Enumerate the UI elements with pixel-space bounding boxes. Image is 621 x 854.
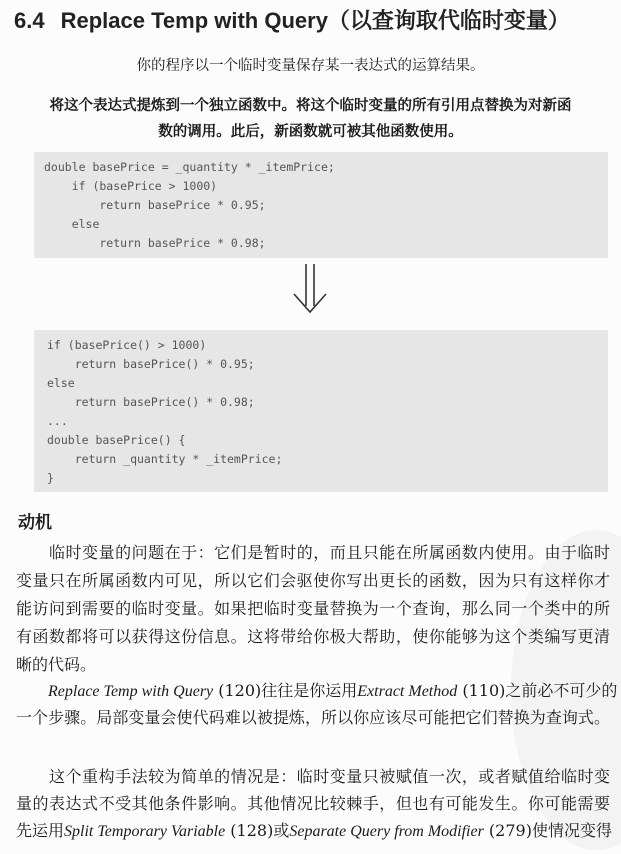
code-line: else: [47, 376, 75, 390]
text: (110)之前必不可少的: [457, 681, 618, 700]
summary: 你的程序以一个临时变量保存某一表达式的运算结果。: [136, 58, 485, 74]
text: (120)往往是你运用: [213, 681, 358, 700]
code-line: return basePrice * 0.95;: [44, 198, 266, 212]
paragraph-line: 一个步骤。局部变量会使代码难以被提炼，所以你应该尽可能把它们替换为查询式。: [16, 708, 610, 727]
paragraph-line: 量的表达式不受其他条件影响。其他情况比较棘手，但也有可能发生。你可能需要: [16, 794, 610, 813]
reference: Extract Method: [357, 683, 458, 700]
section-title-text: Replace Temp with Query（以查询取代临时变量）: [60, 8, 570, 33]
paragraph-line: 能访问到需要的临时变量。如果把临时变量替换为一个查询，那么同一个类中的所: [16, 599, 610, 618]
reference: Split Temporary Variable: [64, 823, 226, 840]
code-line: return _quantity * _itemPrice;: [47, 452, 283, 466]
motivation-heading: 动机: [18, 513, 52, 533]
paragraph-line: 这个重构手法较为简单的情况是：临时变量只被赋值一次，或者赋值给临时变: [16, 767, 610, 786]
text: (279)使情况变得: [483, 821, 612, 840]
code-line: double basePrice() {: [47, 433, 186, 447]
code-before: [34, 152, 608, 258]
section-number: 6.4: [14, 8, 45, 33]
code-line: else: [44, 217, 100, 231]
code-line: }: [47, 471, 54, 485]
section-title: [14, 4, 570, 35]
code-line: ...: [47, 414, 68, 428]
paragraph-line: [48, 681, 618, 702]
paragraph-line: 晰的代码。: [16, 655, 97, 674]
text: 先运用: [16, 821, 65, 840]
paragraph-line: 有函数都将可以获得这份信息。这将带给你极大帮助，使你能够为这个类编写更清: [16, 627, 610, 646]
reference: Separate Query from Modifier: [289, 823, 484, 840]
double-down-arrow-icon: [290, 262, 330, 318]
reference: Replace Temp with Query: [48, 683, 214, 700]
text: (128)或: [225, 821, 290, 840]
code-after: [34, 330, 608, 492]
code-line: if (basePrice() > 1000): [47, 338, 207, 352]
code-line: return basePrice() * 0.98;: [47, 395, 255, 409]
paragraph-line: 变量只在所属函数内可见，所以它们会驱使你写出更长的函数，因为只有这样你才: [16, 571, 610, 590]
code-line: double basePrice = _quantity * _itemPrice;: [44, 160, 335, 174]
paragraph-line: 临时变量的问题在于：它们是暂时的，而且只能在所属函数内使用。由于临时: [16, 543, 610, 562]
code-line: if (basePrice > 1000): [44, 179, 218, 193]
paragraph-line: [16, 821, 610, 842]
solution-line: 数的调用。此后，新函数就可被其他函数使用。: [158, 123, 463, 140]
code-line: return basePrice * 0.98;: [44, 236, 266, 250]
code-line: return basePrice() * 0.95;: [47, 357, 255, 371]
solution-line: 将这个表达式提炼到一个独立函数中。将这个临时变量的所有引用点替换为对新函: [49, 97, 572, 114]
